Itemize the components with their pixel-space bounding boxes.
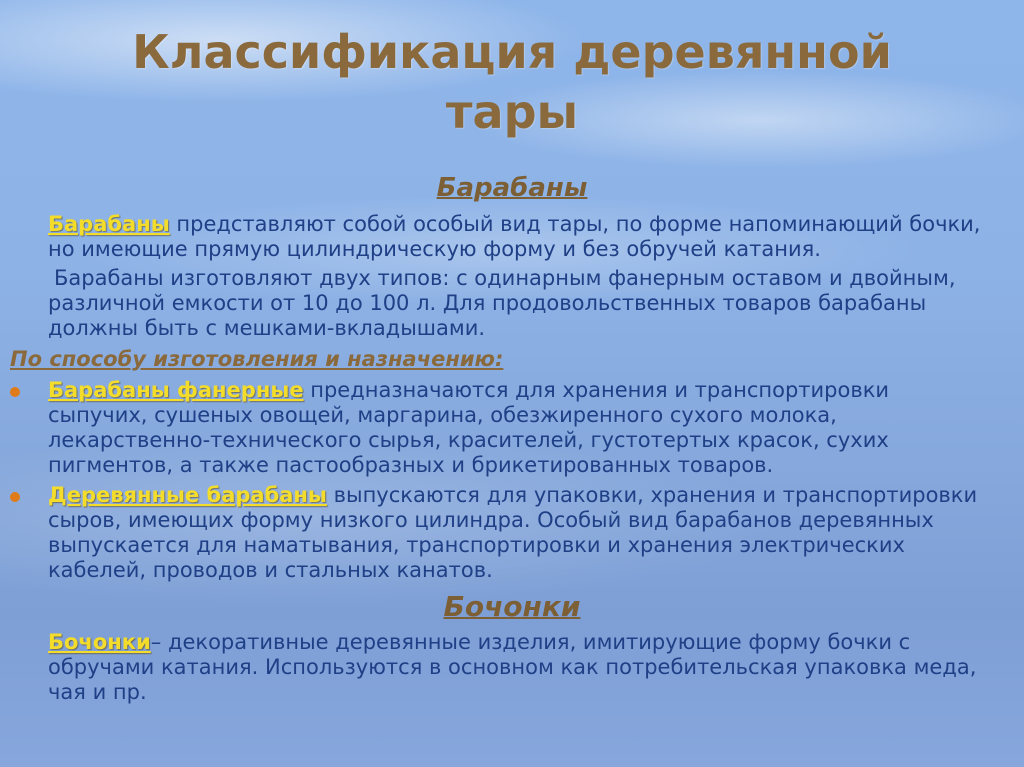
bullet-icon: [10, 492, 20, 502]
subheading-classification: По способу изготовления и назначению:: [10, 347, 504, 371]
list-item-barabany-fanernye: [48, 378, 978, 478]
bullet-icon: [10, 387, 20, 397]
paragraph-text: – декоративные деревянные изделия, имитирующие форму бочки с обручами катания. Используются в основном как потребительская упаковка меда, чая и пр.: [48, 630, 977, 704]
term-derevyannye-barabany: Деревянные барабаны: [48, 483, 327, 507]
term-barabany-fanernye: Барабаны фанерные: [48, 378, 304, 402]
paragraph-barabany-definition: [48, 212, 988, 262]
heading-barabany: Барабаны: [436, 173, 588, 203]
list-item-text: предназначаются для хранения и транспортировки сыпучих, сушеных овощей, маргарина, обезжиренного сухого молока, лекарственно-технического сырья, красителей, густотертых красок, сухих пигментов, а также пастообразных и брикетированных товаров.: [48, 378, 890, 477]
paragraph-bochonki-definition: [48, 630, 988, 705]
heading-bochonki: Бочонки: [443, 590, 581, 623]
paragraph-barabany-types: Барабаны изготовляют двух типов: с одинарным фанерным оставом и двойным, различной емкости от 10 до 100 л. Для продовольственных товаров барабаны должны быть с мешками-вкладышами.: [48, 266, 956, 340]
list-item-derevyannye-barabany: [48, 483, 988, 583]
term-barabany: Барабаны: [48, 212, 170, 236]
paragraph-text: представляют собой особый вид тары, по форме напоминающий бочки, но имеющие прямую цилиндрическую форму и без обручей катания.: [48, 212, 981, 261]
term-bochonki: Бочонки: [48, 630, 151, 654]
slide-title: Классификация деревянной тары: [132, 25, 892, 139]
list-item-text: выпускаются для упаковки, хранения и транспортировки сыров, имеющих форму низкого цилиндра. Особый вид барабанов деревянных выпускается для наматывания, транспортировки и хранения электрических кабелей, проводов и стальных канатов.: [48, 483, 978, 582]
